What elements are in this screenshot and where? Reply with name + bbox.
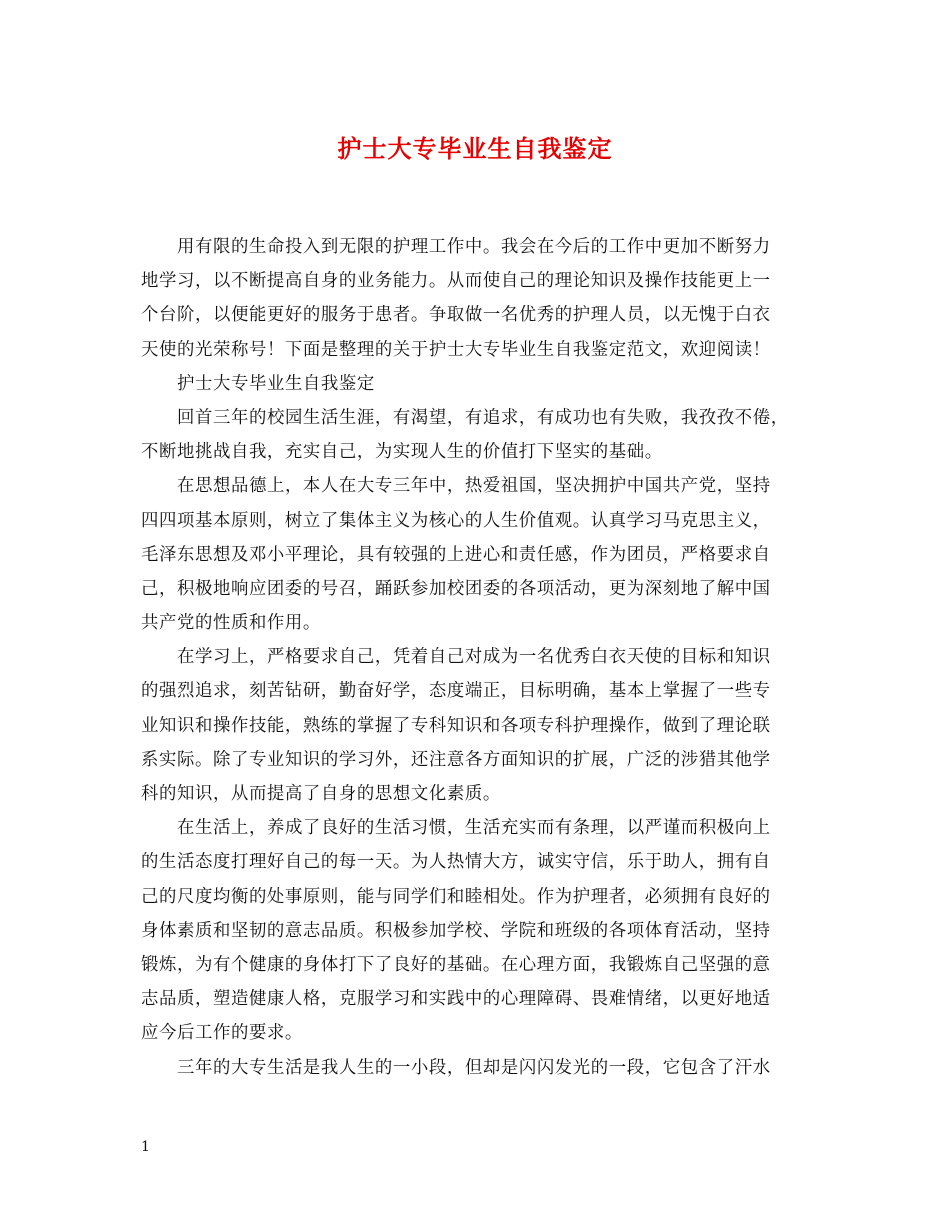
text-line: 在学习上，严格要求自己，凭着自己对成为一名优秀白衣天使的目标和知识 (177, 647, 771, 668)
document-title: 护士大专毕业生自我鉴定 (337, 134, 613, 163)
text-line: 护士大专毕业生自我鉴定 (177, 373, 375, 394)
text-line: 志品质，塑造健康人格，克服学习和实践中的心理障碍、畏难情绪，以更好地适 (141, 989, 771, 1010)
text-line: 回首三年的校园生活生涯，有渴望，有追求，有成功也有失败，我孜孜不倦， (177, 407, 789, 428)
text-line: 锻炼，为有个健康的身体打下了良好的基础。在心理方面，我锻炼自己坚强的意 (141, 954, 771, 975)
text-line: 用有限的生命投入到无限的护理工作中。我会在今后的工作中更加不断努力 (177, 237, 771, 257)
text-line: 己，积极地响应团委的号召，踊跃参加校团委的各项活动，更为深刻地了解中国 (141, 578, 771, 599)
text-line: 地学习，以不断提高自身的业务能力。从而使自己的理论知识及操作技能更上一 (141, 271, 771, 292)
text-line: 在生活上，养成了良好的生活习惯，生活充实而有条理，以严谨而积极向上 (177, 818, 771, 839)
text-line: 业知识和操作技能，熟练的掌握了专科知识和各项专科护理操作，做到了理论联 (141, 715, 771, 736)
text-line: 身体素质和坚韧的意志品质。积极参加学校、学院和班级的各项体育活动，坚持 (141, 920, 771, 941)
text-line: 科的知识，从而提高了自身的思想文化素质。 (141, 784, 501, 804)
text-line: 三年的大专生活是我人生的一小段，但却是闪闪发光的一段，它包含了汗水 (177, 1057, 771, 1078)
text-line: 个台阶，以便能更好的服务于患者。争取做一名优秀的护理人员，以无愧于白衣 (141, 305, 771, 326)
page-number: 1 (141, 1139, 150, 1155)
text-line: 应今后工作的要求。 (141, 1023, 303, 1044)
text-line: 系实际。除了专业知识的学习外，还注意各方面知识的扩展，广泛的涉猎其他学 (141, 749, 771, 770)
text-line: 不断地挑战自我，充实自己，为实现人生的价值打下坚实的基础。 (141, 442, 663, 463)
text-line: 的强烈追求，刻苦钻研，勤奋好学，态度端正，目标明确，基本上掌握了一些专 (141, 681, 771, 702)
text-line: 毛泽东思想及邓小平理论，具有较强的上进心和责任感，作为团员，严格要求自 (141, 544, 771, 565)
text-line: 的生活态度打理好自己的每一天。为人热情大方，诚实守信，乐于助人，拥有自 (141, 852, 771, 873)
text-line: 四四项基本原则，树立了集体主义为核心的人生价值观。认真学习马克思主义， (141, 510, 771, 531)
text-line: 在思想品德上，本人在大专三年中，热爱祖国，坚决拥护中国共产党，坚持 (177, 476, 771, 497)
document-body (141, 230, 821, 1085)
text-line: 共产党的性质和作用。 (141, 613, 321, 634)
text-line: 天使的光荣称号！下面是整理的关于护士大专毕业生自我鉴定范文，欢迎阅读！ (141, 339, 771, 360)
text-line: 己的尺度均衡的处事原则，能与同学们和睦相处。作为护理者，必须拥有良好的 (141, 886, 771, 907)
